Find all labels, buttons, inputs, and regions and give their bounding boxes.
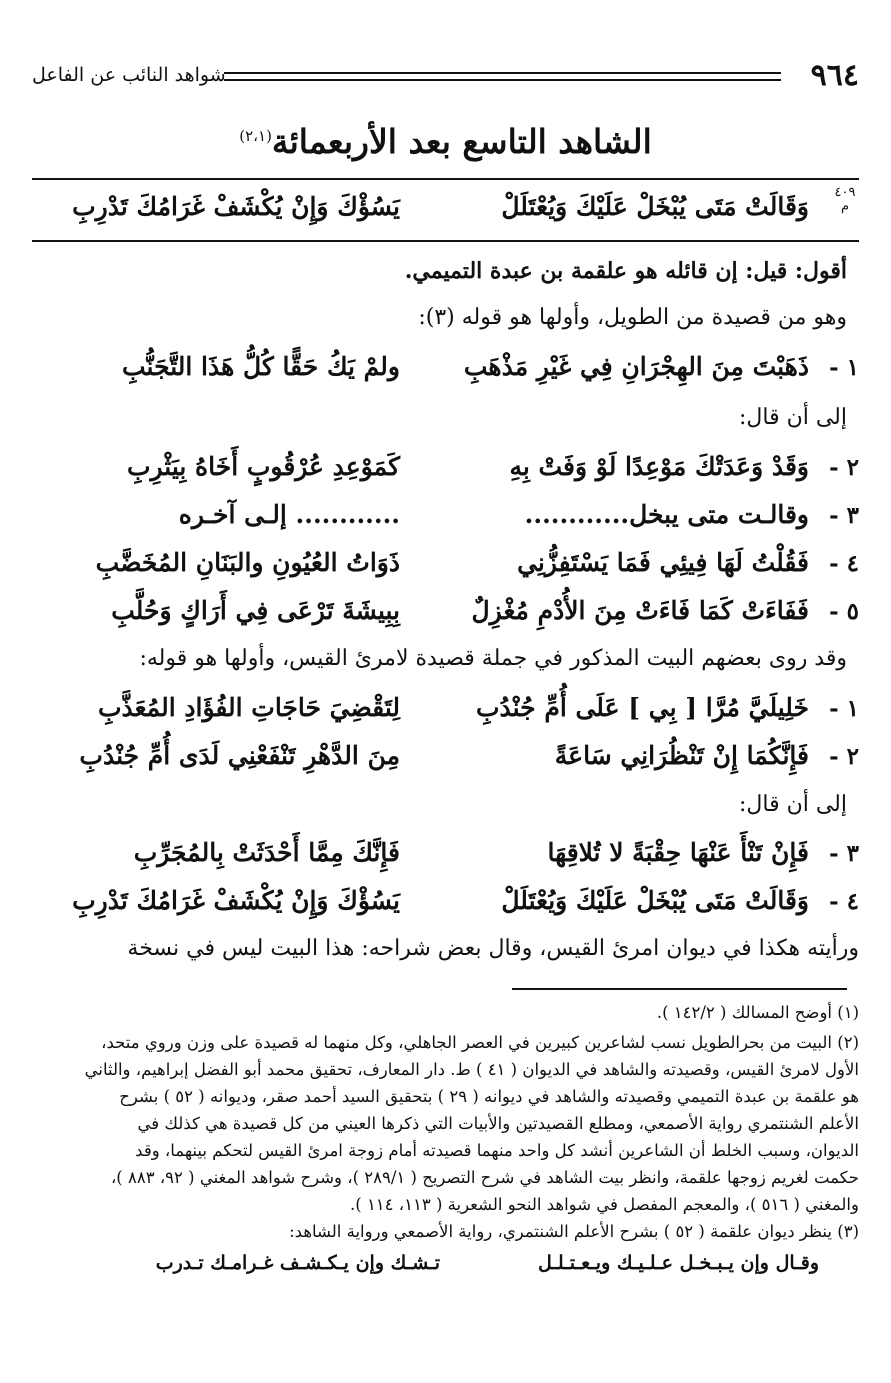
ila-an-qal-1: إلى أن قال: xyxy=(738,405,847,430)
second-hemistich: لِتَقْضِيَ حَاجَاتِ الفُؤَادِ المُعَذَّبِ xyxy=(97,693,400,722)
first-hemistich: ذَهَبْتَ مِنَ الهِجْرَانِ فِي غَيْرِ مَذْهَبِ xyxy=(463,352,809,381)
footnote-2-line-5: الديوان، وسبب الخلط أن الشاعرين أنشد كل واحد منهما قصيدته أمام زوجة امرئ القيس لتحكم بينهما، وقد xyxy=(135,1141,859,1160)
first-hemistich: فَإِنَّكُمَا إِنْ تَنْظُرَانِي سَاعَةً xyxy=(554,741,809,770)
second-hemistich: ولمْ يَكُ حَقًّا كُلُّ هَذَا التَّجَنُّبِ xyxy=(121,352,400,381)
poem4-verse-3 xyxy=(40,838,859,878)
poem2-verse-3 xyxy=(40,500,859,540)
running-header xyxy=(32,58,859,98)
main-verse xyxy=(40,185,859,232)
closing-line: ورأيته هكذا في ديوان امرئ القيس، وقال بعض شراحه: هذا البيت ليس في نسخة xyxy=(127,936,859,961)
poem4-verse-4 xyxy=(40,886,859,926)
intro-line-2: وهو من قصيدة من الطويل، وأولها هو قوله (٣): xyxy=(418,305,847,330)
footnote-2-line-4: الأعلم الشنتمري رواية الأصمعي، ومطلع القصيدتين والأبيات التي ذكرها العيني من كل قصيدة هي كذلك في xyxy=(137,1114,859,1133)
footnote-verse-second-hemistich: تـشـك وإن يـكـشـف غـرامـك تـدرب xyxy=(155,1252,440,1274)
verse-bottom-rule xyxy=(32,240,859,242)
poem2-verse-5 xyxy=(40,596,859,636)
second-hemistich: يَسُؤْكَ وَإِنْ يُكْشَفْ غَرَامُكَ تَدْرِبِ xyxy=(72,886,400,915)
footnote-rule xyxy=(512,988,847,990)
footnote-2-line-6: حكمت لغريم زوجها علقمة، وانظر بيت الشاهد في شرح التصريح ( ٢٨٩/١ )، وشرح شواهد المغني ( ٩٢، ٨٨٣ )، xyxy=(110,1168,859,1187)
footnote-3-verse xyxy=(40,1252,859,1292)
first-hemistich: وَقَالَتْ مَتَى يُبْخَلْ عَلَيْكَ وَيُعْتَلَلْ xyxy=(501,886,809,915)
verse-number: ٣ - xyxy=(829,502,859,529)
second-hemistich: كَمَوْعِدِ عُرْقُوبٍ أَخَاهُ بِيَثْرِبِ xyxy=(126,452,400,481)
first-hemistich: خَلِيلَيَّ مُرَّا [ بِي ] عَلَى أُمِّ جُنْدُبِ xyxy=(475,693,809,722)
footnote-2-line-7: والمغني ( ٥١٦ )، والمعجم المفصل في شواهد النحو الشعرية ( ١١٣، ١١٤ ). xyxy=(350,1195,859,1214)
second-hemistich: بِبِيشَةَ تَرْعَى فِي أَرَاكٍ وَحُلَّبِ xyxy=(111,596,400,625)
second-hemistich: فَإِنَّكَ مِمَّا أَحْدَثَتْ بِالمُجَرِّبِ xyxy=(133,838,400,867)
main-verse-number-top: ٤٠٩ xyxy=(834,185,856,200)
title-note-ref: (٢،١) xyxy=(239,127,272,145)
first-hemistich: فَفَاءَتْ كَمَا فَاءَتْ مِنَ الأُدْمِ مُغْزِلٌ xyxy=(471,596,809,625)
verse-number: ٢ - xyxy=(829,743,859,770)
footnote-2-line-2: الأول لامرئ القيس، وقصيدته والشاهد في الديوان ( ٤١ ) ط. دار المعارف، تحقيق محمد أبو الفضل إبراهيم، والثاني xyxy=(84,1060,859,1079)
second-intro: وقد روى بعضهم البيت المذكور في جملة قصيدة لامرئ القيس، وأولها هو قوله: xyxy=(139,646,847,671)
verse-number: ٣ - xyxy=(829,840,859,867)
first-hemistich: وَقَدْ وَعَدَتْكَ مَوْعِدًا لَوْ وَفَتْ بِهِ xyxy=(509,452,809,481)
footnote-3: (٣) ينظر ديوان علقمة ( ٥٢ ) بشرح الأعلم الشنتمري، رواية الأصمعي ورواية الشاهد: xyxy=(289,1222,859,1241)
first-hemistich: وقالـت متى يبخل............ xyxy=(524,500,809,529)
main-verse-first-hemistich: وَقَالَتْ مَتَى يُبْخَلْ عَلَيْكَ وَيُعْتَلَلْ xyxy=(501,192,809,221)
second-hemistich: مِنَ الدَّهْرِ تَنْفَعْنِي لَدَى أُمِّ جُنْدُبِ xyxy=(79,741,400,770)
main-verse-number-bottom: م xyxy=(840,199,850,214)
shahid-title xyxy=(0,122,891,161)
verse-top-rule xyxy=(32,178,859,180)
header-double-rule xyxy=(224,72,781,81)
first-hemistich: فَإِنْ تَنْأَ عَنْهَا حِقْبَةً لا تُلاقِهَا xyxy=(547,838,809,867)
poem3-verse-2 xyxy=(40,741,859,781)
verse-number: ١ - xyxy=(829,354,859,381)
main-verse-second-hemistich: يَسُؤْكَ وَإِنْ يُكْشَفْ غَرَامُكَ تَدْرِبِ xyxy=(72,192,400,221)
poem3-verse-1 xyxy=(40,693,859,733)
footnote-2-line-1: (٢) البيت من بحرالطويل نسب لشاعرين كبيرين في العصر الجاهلي، وكل منهما له قصيدة على وزن وروي متحد، xyxy=(101,1033,859,1052)
verse-number: ٤ - xyxy=(829,550,859,577)
verse-number: ٢ - xyxy=(829,454,859,481)
ila-an-qal-2: إلى أن قال: xyxy=(738,792,847,817)
footnote-2-line-3: هو علقمة بن عبدة التميمي وقصيدته والشاهد في ديوانه ( ٢٩ ) بتحقيق السيد أحمد صقر، وديوانه ( ٥٢ ) بشرح xyxy=(119,1087,859,1106)
second-hemistich: ............ إلـى آخـره xyxy=(178,500,400,529)
poem1-verse-1 xyxy=(40,352,859,392)
verse-number: ٥ - xyxy=(829,598,859,625)
verse-number: ١ - xyxy=(829,695,859,722)
main-verse-number xyxy=(831,186,859,214)
verse-number: ٤ - xyxy=(829,888,859,915)
footnote-1: (١) أوضح المسالك ( ١٤٢/٢ ). xyxy=(656,1003,859,1022)
running-title: شواهد النائب عن الفاعل xyxy=(32,64,226,86)
footnote-verse-first-hemistich: وقـال وإن يـبـخـل عـلـيـك ويـعـتـلـل xyxy=(537,1252,819,1274)
intro-line-1: أقول: قيل: إن قائله هو علقمة بن عبدة التميمي. xyxy=(404,258,847,284)
page-number: ٩٦٤ xyxy=(810,58,859,93)
second-hemistich: ذَوَاتُ العُيُونِ والبَنَانِ المُخَضَّبِ xyxy=(95,548,400,577)
poem2-verse-4 xyxy=(40,548,859,588)
shahid-title-text: الشاهد التاسع بعد الأربعمائة xyxy=(271,122,652,161)
poem2-verse-2 xyxy=(40,452,859,492)
first-hemistich: فَقُلْتُ لَهَا فِيئِي فَمَا يَسْتَفِزُّنِي xyxy=(517,548,809,577)
